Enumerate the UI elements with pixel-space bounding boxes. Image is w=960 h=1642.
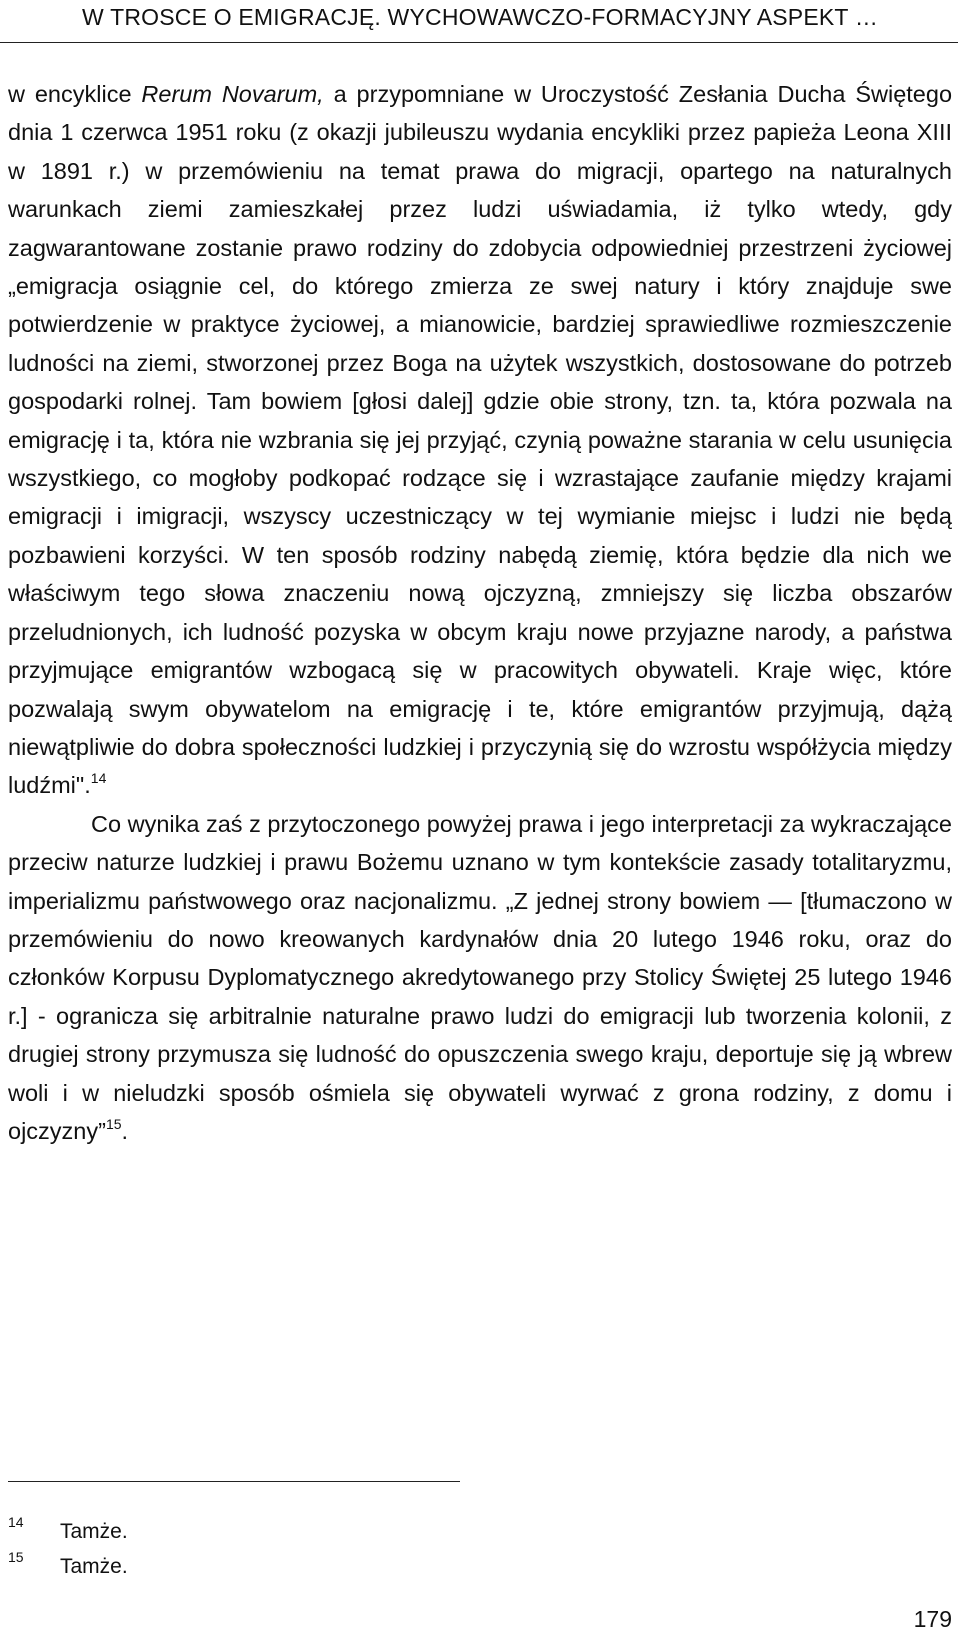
running-title: W TROSCE O EMIGRACJĘ. WYCHOWAWCZO-FORMACYJNY ASPEKT … <box>82 4 879 30</box>
paragraph-1-text: a przypomniane w Uroczystość Zesłania Ducha Świętego dnia 1 czerwca 1951 roku (z okazji jubileuszu wydania encykliki przez papieża Leona XIII w 1891 r.) w przemówieniu na temat prawa do migracji, opartego na naturalnych warunkach ziemi zamieszkałej przez ludzi uświadamia, iż tylko wtedy, gdy zagwarantowane zostanie prawo rodziny do zdobycia odpowiedniej przestrzeni życiowej „emigracja osiągnie cel, do którego zmierza ze swej natury i który znajduje swe potwierdzenie w praktyce życiowej, a mianowicie, bardziej sprawiedliwe rozmieszczenie ludności na ziemi, stworzonej przez Boga na użytek wszystkich, dostosowane do potrzeb gospodarki rolnej. Tam bowiem [głosi dalej] gdzie obie strony, tzn. ta, która pozwala na emigrację i ta, która nie wzbrania się jej przyjąć, czynią poważne starania w celu usunięcia wszystkiego, co mogłoby podkopać rodzące się i wzrastające zaufanie między krajami emigracji i imigracji, wszyscy uczestniczący w tej wymianie miejsc i ludzi nie będą pozbawieni korzyści. W ten sposób rodziny nabędą ziemię, która będzie dla nich we właściwym tego słowa znaczeniu nową ojczyzną, zmniejszy się liczba obszarów przeludnionych, ich ludność pozyska w obcym kraju nowe przyjazne narody, a państwa przyjmujące emigrantów wzbogacą się w pracowitych obywateli. Kraje więc, które pozwalają swym obywatelom na emigrację i te, które emigrantów przyjmują, dążą niewątpliwie do dobra społeczności ludzkiej i przyczynią się do wzrostu współżycia między ludźmi". <box>8 81 953 799</box>
footnote-text: Tamże. <box>60 1520 128 1543</box>
paragraph-1-lead: w encyklice <box>8 81 142 107</box>
encyclical-title: Rerum Novarum, <box>141 81 324 107</box>
footnote-separator <box>8 1481 460 1482</box>
main-text <box>8 75 952 1150</box>
page-number: 179 <box>913 1606 952 1632</box>
paragraph-2 <box>8 805 952 1151</box>
footnote-ref-14[interactable]: 14 <box>90 770 107 787</box>
footnote-text: Tamże. <box>60 1555 128 1578</box>
paragraph-2-end: . <box>121 1117 129 1144</box>
footnote-ref-15[interactable]: 15 <box>105 1115 122 1132</box>
paragraph-1 <box>8 75 952 805</box>
paragraph-2-text: Co wynika zaś z przytoczonego powyżej prawa i jego interpretacji za wykraczające przeciw naturze ludzkiej i prawu Bożemu uznano w tym kontekście zasady totalitaryzmu, imperializmu państwowego oraz nacjonalizmu. „Z jednej strony bowiem — [tłumaczono w przemówieniu do nowo kreowanych kardynałów dnia 20 lutego 1946 roku, oraz do członków Korpusu Dyplomatycznego akredytowanego przy Stolicy Świętej 25 lutego 1946 r.] - ogranicza się arbitralnie naturalne prawo ludzi do emigracji lub tworzenia kolonii, z drugiej strony przymusza się ludność do opuszczenia swego kraju, deportuje się ją wbrew woli i w nieludzki sposób ośmiela się obywateli wyrwać z grona rodziny, z domu i ojczyzny” <box>8 810 952 1144</box>
footnote-number: 14 <box>8 1514 24 1530</box>
running-header <box>0 0 958 43</box>
footnote-number: 15 <box>8 1549 24 1565</box>
